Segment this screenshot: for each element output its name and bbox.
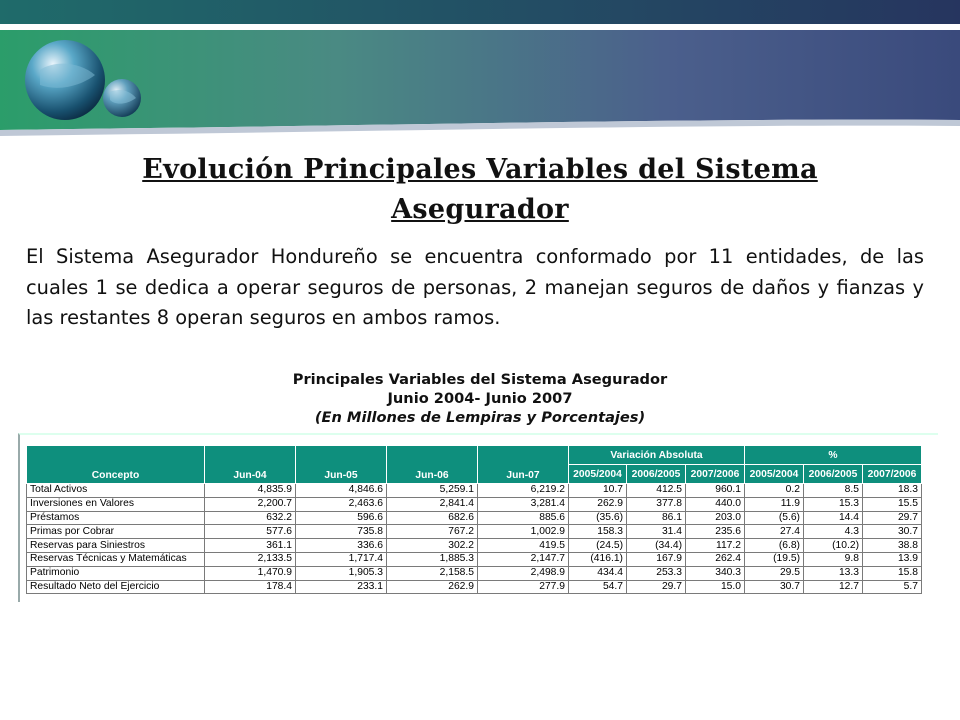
cell: 262.9 bbox=[569, 497, 627, 511]
cell: 30.7 bbox=[863, 525, 922, 539]
cell: 11.9 bbox=[745, 497, 804, 511]
cell: 361.1 bbox=[205, 539, 296, 553]
row-concepto: Préstamos bbox=[27, 511, 205, 525]
subheader-pct-2007-2006: 2007/2006 bbox=[863, 465, 922, 484]
caption-period: Junio 2004- Junio 2007 bbox=[387, 390, 573, 407]
cell: 302.2 bbox=[387, 539, 478, 553]
cell: (19.5) bbox=[745, 552, 804, 566]
cell: 2,200.7 bbox=[205, 497, 296, 511]
cell: 885.6 bbox=[478, 511, 569, 525]
cell: 233.1 bbox=[296, 580, 387, 594]
cell: 577.6 bbox=[205, 525, 296, 539]
row-concepto: Patrimonio bbox=[27, 566, 205, 580]
cell: 735.8 bbox=[296, 525, 387, 539]
cell: 4,846.6 bbox=[296, 484, 387, 498]
cell: 30.7 bbox=[745, 580, 804, 594]
cell: 632.2 bbox=[205, 511, 296, 525]
row-concepto: Inversiones en Valores bbox=[27, 497, 205, 511]
cell: 15.8 bbox=[863, 566, 922, 580]
header-variacion-absoluta: Variación Absoluta bbox=[569, 446, 745, 465]
header-jun-07: Jun-07 bbox=[478, 446, 569, 484]
cell: 434.4 bbox=[569, 566, 627, 580]
intro-paragraph: El Sistema Asegurador Hondureño se encuentra conformado por 11 entidades, de las cuales 1 se dedica a operar seguros de personas, 2 manejan seguros de daños y fianzas y las restantes 8 operan seguros en ambos ramos. bbox=[26, 245, 924, 329]
header-percent: % bbox=[745, 446, 922, 465]
cell: 6,219.2 bbox=[478, 484, 569, 498]
table-row bbox=[27, 580, 922, 594]
page-title: Evolución Principales Variables del Sistema Asegurador bbox=[142, 154, 818, 225]
cell: 15.5 bbox=[863, 497, 922, 511]
cell: 4.3 bbox=[804, 525, 863, 539]
row-concepto: Reservas Técnicas y Matemáticas bbox=[27, 552, 205, 566]
cell: 5,259.1 bbox=[387, 484, 478, 498]
cell: 1,885.3 bbox=[387, 552, 478, 566]
cell: 31.4 bbox=[627, 525, 686, 539]
cell: 277.9 bbox=[478, 580, 569, 594]
header-concepto: Concepto bbox=[27, 446, 205, 484]
cell: 0.2 bbox=[745, 484, 804, 498]
cell: 2,498.9 bbox=[478, 566, 569, 580]
header-jun-05: Jun-05 bbox=[296, 446, 387, 484]
globe-small-icon bbox=[103, 79, 141, 117]
cell: 1,470.9 bbox=[205, 566, 296, 580]
subheader-abs-2006-2005: 2006/2005 bbox=[627, 465, 686, 484]
header-jun-04: Jun-04 bbox=[205, 446, 296, 484]
cell: 18.3 bbox=[863, 484, 922, 498]
header-jun-06: Jun-06 bbox=[387, 446, 478, 484]
cell: 262.4 bbox=[686, 552, 745, 566]
subheader-pct-2006-2005: 2006/2005 bbox=[804, 465, 863, 484]
cell: 167.9 bbox=[627, 552, 686, 566]
cell: 1,002.9 bbox=[478, 525, 569, 539]
cell: 235.6 bbox=[686, 525, 745, 539]
cell: 15.3 bbox=[804, 497, 863, 511]
cell: 960.1 bbox=[686, 484, 745, 498]
cell: 2,133.5 bbox=[205, 552, 296, 566]
cell: 377.8 bbox=[627, 497, 686, 511]
row-concepto: Total Activos bbox=[27, 484, 205, 498]
cell: 2,841.4 bbox=[387, 497, 478, 511]
cell: 13.9 bbox=[863, 552, 922, 566]
row-concepto: Primas por Cobrar bbox=[27, 525, 205, 539]
cell: 340.3 bbox=[686, 566, 745, 580]
cell: 440.0 bbox=[686, 497, 745, 511]
table-caption bbox=[200, 370, 760, 427]
cell: (24.5) bbox=[569, 539, 627, 553]
cell: (5.6) bbox=[745, 511, 804, 525]
cell: 203.0 bbox=[686, 511, 745, 525]
cell: (6.8) bbox=[745, 539, 804, 553]
caption-title: Principales Variables del Sistema Asegurador bbox=[292, 371, 668, 388]
cell: 1,717.4 bbox=[296, 552, 387, 566]
cell: 1,905.3 bbox=[296, 566, 387, 580]
cell: 178.4 bbox=[205, 580, 296, 594]
cell: 14.4 bbox=[804, 511, 863, 525]
subheader-abs-2007-2006: 2007/2006 bbox=[686, 465, 745, 484]
cell: 38.8 bbox=[863, 539, 922, 553]
subheader-pct-2005-2004: 2005/2004 bbox=[745, 465, 804, 484]
cell: 8.5 bbox=[804, 484, 863, 498]
table-row bbox=[27, 484, 922, 498]
cell: 15.0 bbox=[686, 580, 745, 594]
cell: 3,281.4 bbox=[478, 497, 569, 511]
cell: (34.4) bbox=[627, 539, 686, 553]
cell: 596.6 bbox=[296, 511, 387, 525]
subheader-abs-2005-2004: 2005/2004 bbox=[569, 465, 627, 484]
cell: 29.5 bbox=[745, 566, 804, 580]
cell: 336.6 bbox=[296, 539, 387, 553]
table-row bbox=[27, 552, 922, 566]
row-concepto: Reservas para Siniestros bbox=[27, 539, 205, 553]
table-row bbox=[27, 566, 922, 580]
cell: 419.5 bbox=[478, 539, 569, 553]
header-banner bbox=[0, 0, 960, 150]
row-concepto: Resultado Neto del Ejercicio bbox=[27, 580, 205, 594]
cell: 2,158.5 bbox=[387, 566, 478, 580]
table-row bbox=[27, 511, 922, 525]
cell: 29.7 bbox=[863, 511, 922, 525]
cell: 253.3 bbox=[627, 566, 686, 580]
cell: 13.3 bbox=[804, 566, 863, 580]
cell: 262.9 bbox=[387, 580, 478, 594]
caption-units: (En Millones de Lempiras y Porcentajes) bbox=[314, 409, 646, 426]
cell: 767.2 bbox=[387, 525, 478, 539]
cell: 412.5 bbox=[627, 484, 686, 498]
cell: 4,835.9 bbox=[205, 484, 296, 498]
cell: 682.6 bbox=[387, 511, 478, 525]
cell: 10.7 bbox=[569, 484, 627, 498]
table-row bbox=[27, 497, 922, 511]
cell: 27.4 bbox=[745, 525, 804, 539]
cell: 9.8 bbox=[804, 552, 863, 566]
table-frame bbox=[18, 433, 938, 602]
cell: 5.7 bbox=[863, 580, 922, 594]
cell: 2,147.7 bbox=[478, 552, 569, 566]
cell: (416.1) bbox=[569, 552, 627, 566]
variables-table bbox=[26, 445, 922, 594]
globe-large-icon bbox=[25, 40, 105, 120]
cell: 86.1 bbox=[627, 511, 686, 525]
cell: 29.7 bbox=[627, 580, 686, 594]
cell: 117.2 bbox=[686, 539, 745, 553]
table-row bbox=[27, 539, 922, 553]
cell: 2,463.6 bbox=[296, 497, 387, 511]
cell: 12.7 bbox=[804, 580, 863, 594]
table-row bbox=[27, 525, 922, 539]
cell: 54.7 bbox=[569, 580, 627, 594]
cell: (10.2) bbox=[804, 539, 863, 553]
cell: 158.3 bbox=[569, 525, 627, 539]
cell: (35.6) bbox=[569, 511, 627, 525]
